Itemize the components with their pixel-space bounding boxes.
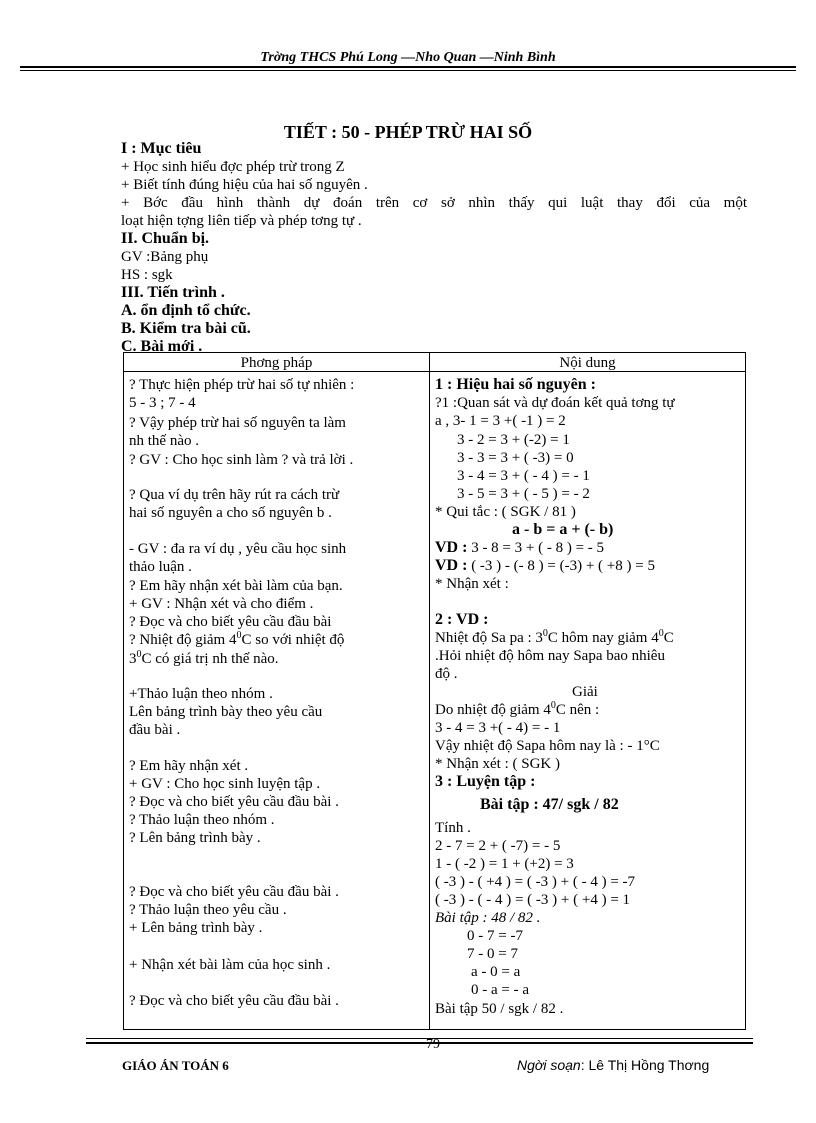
procedure-step: A. ổn định tổ chức. [121, 302, 251, 319]
method-line: ? Em hãy nhận xét . [129, 758, 249, 774]
content-line: ( -3 ) - ( +4 ) = ( -3 ) + ( - 4 ) = -7 [435, 874, 636, 890]
section-heading: 1 : Hiệu hai số nguyên : [435, 376, 596, 393]
method-line: - GV : đa ra ví dụ , yêu cầu học sinh [129, 541, 347, 557]
content-line: .Hỏi nhiệt độ hôm nay Sapa bao nhiêu [435, 648, 665, 664]
column-divider [429, 353, 430, 1029]
content-line: 7 - 0 = 7 [467, 946, 518, 962]
procedure-heading: III. Tiến trình . [121, 284, 225, 301]
section-heading: 2 : VD : [435, 611, 489, 628]
objective-line: + Học sinh hiểu đợc phép trừ trong Z [121, 159, 345, 175]
content-line: Do nhiệt độ giảm $4^0C$ nên : [435, 700, 600, 718]
content-line: * Qui tắc : ( SGK / 81 ) [435, 504, 576, 520]
header-rule [20, 66, 796, 68]
method-line: ? GV : Cho học sinh làm ? và trả lời . [129, 452, 354, 468]
content-line: 3 - 2 = 3 + (-2) = 1 [457, 432, 570, 448]
content-line: Bài tập 50 / sgk / 82 . [435, 1001, 564, 1017]
subtraction-rule: a - b = a + (- b) [512, 521, 614, 538]
method-line: +Thảo luận theo nhóm . [129, 686, 273, 702]
method-line: ? Qua ví dụ trên hãy rút ra cách trừ [129, 487, 340, 503]
content-line: 3 - 3 = 3 + ( -3) = 0 [457, 450, 574, 466]
example-line: VD : ( -3 ) - (- 8 ) = (-3) + ( +8 ) = 5 [435, 557, 655, 574]
content-line: 2 - 7 = 2 + ( -7) = - 5 [435, 838, 561, 854]
column-header-content: Nội dung [559, 355, 616, 371]
footer-course: GIÁO ÁN TOÁN 6 [122, 1058, 229, 1073]
content-line: Vậy nhiệt độ Sapa hôm nay là : - 1°C [435, 738, 660, 754]
method-line: + GV : Cho học sinh luyện tập . [129, 776, 321, 792]
page-header: Trờng THCS Phú Long —Nho Quan —Ninh Bình [260, 50, 556, 65]
content-line: a , 3- 1 = 3 +( -1 ) = 2 [435, 413, 566, 429]
method-line: ? Em hãy nhận xét bài làm của bạn. [129, 578, 343, 594]
preparation-heading: II. Chuẩn bị. [121, 230, 210, 247]
content-line: 0 - a = - a [471, 982, 530, 998]
method-line: $3^0C$ có giá trị nh thế nào. [129, 649, 279, 667]
content-line: * Nhận xét : ( SGK ) [435, 756, 560, 772]
method-line: đầu bài . [129, 722, 181, 738]
student-prep: HS : sgk [121, 267, 173, 283]
content-line: 3 - 4 = 3 + ( - 4 ) = - 1 [457, 468, 590, 484]
objective-line: + Bớc đầu hình thành dự đoán trên cơ sở nhìn thấy qui luật thay đổi của một [121, 195, 747, 211]
column-header-method: Phơng pháp [240, 355, 313, 371]
method-line: ? Thảo luận theo yêu cầu . [129, 902, 287, 918]
content-line: Nhiệt độ Sa pa : $3^0C$ hôm nay giảm $4^0C$ [435, 628, 674, 646]
content-line: * Nhận xét : [435, 576, 509, 592]
content-line: độ . [435, 666, 458, 682]
content-line: 3 - 4 = 3 +( - 4) = - 1 [435, 720, 561, 736]
content-line: Tính . [435, 820, 471, 836]
content-line: ?1 :Quan sát và dự đoán kết quả tơng tự [435, 395, 675, 411]
method-line: + Lên bảng trình bày . [129, 920, 263, 936]
content-line: ( -3 ) - ( - 4 ) = ( -3 ) + ( +4 ) = 1 [435, 892, 631, 908]
teacher-prep: GV :Bảng phụ [121, 249, 209, 265]
method-line: ? Đọc và cho biết yêu cầu đầu bài . [129, 884, 339, 900]
footer-rule-thick [86, 1042, 753, 1044]
objective-line: loạt hiện tợng liên tiếp và phép tơng tự . [121, 213, 362, 229]
header-rule-thin [20, 70, 796, 71]
method-line: thảo luận . [129, 559, 192, 575]
section-heading: 3 : Luyện tập : [435, 773, 536, 790]
method-line: hai số nguyên a cho số nguyên b . [129, 505, 332, 521]
objectives-heading: I : Mục tiêu [121, 140, 202, 157]
header-divider [124, 371, 745, 372]
method-line: ? Thực hiện phép trừ hai số tự nhiên : [129, 377, 355, 393]
exercise-heading: Bài tập : 47/ sgk / 82 [480, 796, 619, 813]
method-line: ? Đọc và cho biết yêu cầu đầu bài [129, 614, 332, 630]
example-line: VD : 3 - 8 = 3 + ( - 8 ) = - 5 [435, 539, 605, 556]
method-line: ? Thảo luận theo nhóm . [129, 812, 275, 828]
footer-rule [86, 1038, 753, 1039]
content-line: 0 - 7 = -7 [467, 928, 523, 944]
method-line: Lên bảng trình bày theo yêu cầu [129, 704, 323, 720]
method-line: 5 - 3 ; 7 - 4 [129, 395, 196, 411]
method-line: ? Đọc và cho biết yêu cầu đầu bài . [129, 993, 339, 1009]
lesson-intro [121, 140, 747, 356]
method-line: ? Vậy phép trừ hai số nguyên ta làm [129, 415, 346, 431]
content-line: 3 - 5 = 3 + ( - 5 ) = - 2 [457, 486, 590, 502]
objective-line: + Biết tính đúng hiệu của hai số nguyên . [121, 177, 368, 193]
lesson-table [123, 352, 746, 1030]
exercise-heading: Bài tập : 48 / 82 . [435, 910, 541, 926]
footer-author: Ngời soạn: Lê Thị Hồng Thơng [517, 1057, 710, 1073]
solution-label: Giải [572, 684, 598, 700]
lesson-title: TIẾT : 50 - PHÉP TRỪ HAI SỐ [283, 122, 533, 142]
method-line: + Nhận xét bài làm của học sinh . [129, 957, 331, 973]
method-line: ? Nhiệt độ giảm $4^0C$ so với nhiệt độ [129, 630, 345, 648]
method-line: nh thế nào . [129, 433, 199, 449]
content-line: a - 0 = a [471, 964, 521, 980]
method-line: ? Lên bảng trình bày . [129, 830, 261, 846]
page-number: 79 [426, 1037, 440, 1052]
method-line: + GV : Nhận xét và cho điểm . [129, 596, 314, 612]
content-line: 1 - ( -2 ) = 1 + (+2) = 3 [435, 856, 574, 872]
procedure-step: B. Kiểm tra bài cũ. [121, 320, 251, 337]
method-line: ? Đọc và cho biết yêu cầu đầu bài . [129, 794, 339, 810]
procedure-step: C. Bài mới . [121, 338, 203, 355]
